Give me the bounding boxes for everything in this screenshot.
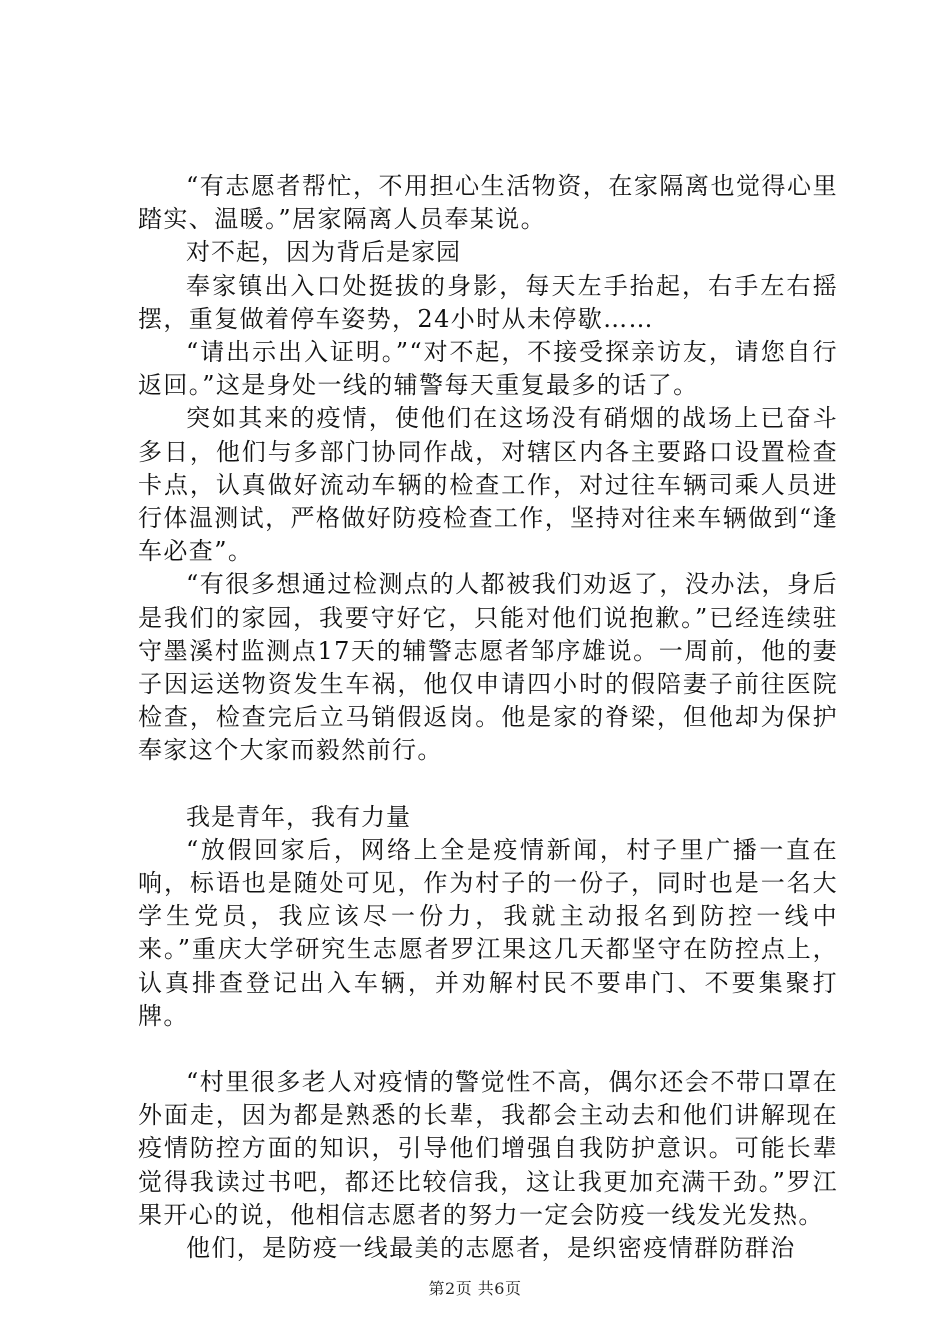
- paragraph-student-volunteer: “放假回家后，网络上全是疫情新闻，村子里广播一直在响，标语也是随处可见，作为村子的一份子，同时也是一名大学生党员，我应该尽一份力，我就主动报名到防控一线中来。”重庆大学研究生志愿者罗江果这几天都坚守在防控点上，认真排查登记出入车辆，并劝解村民不要串门、不要集聚打牌。: [138, 835, 838, 1030]
- paragraph-elderly-awareness: “村里很多老人对疫情的警觉性不高，偶尔还会不带口罩在外面走，因为都是熟悉的长辈，我都会主动去和他们讲解现在疫情防控方面的知识，引导他们增强自我防护意识。可能长辈觉得我读过书吧，都还比较信我，这让我更加充满干劲。”罗江果开心的说，他相信志愿者的努力一定会防疫一线发光发热。: [138, 1068, 838, 1229]
- paragraph-epidemic-checks: 突如其来的疫情，使他们在这场没有硝烟的战场上已奋斗多日，他们与多部门协同作战，对辖区内各主要路口设置检查卡点，认真做好流动车辆的检查工作，对过往车辆司乘人员进行体温测试，严格做好防疫检查工作，坚持对往来车辆做到“逢车必查”。: [138, 404, 838, 566]
- section-heading-youth-power: 我是青年，我有力量: [186, 802, 411, 831]
- paragraph-checkpoint-figure: 奉家镇出入口处挺拔的身影，每天左手抬起，右手左右摇摆，重复做着停车姿势，24小时从未停歇……: [138, 271, 838, 333]
- document-body: [138, 170, 838, 1265]
- paragraph-closing: 他们，是防疫一线最美的志愿者，是织密疫情群防群治: [186, 1234, 796, 1263]
- page-footer: 第2页 共6页: [428, 1279, 522, 1298]
- paragraph-gap: [138, 1033, 838, 1066]
- paragraph-gap: [138, 768, 838, 801]
- paragraph-auxiliary-police-story: “有很多想通过检测点的人都被我们劝返了，没办法，身后是我们的家园，我要守好它，只能对他们说抱歉。”已经连续驻守墨溪村监测点17天的辅警志愿者邹序雄说。一周前，他的妻子因运送物资发生车祸，他仅申请四小时的假陪妻子前往医院检查，检查完后立马销假返岗。他是家的脊梁，但他却为保护奉家这个大家而毅然前行。: [138, 570, 838, 765]
- section-heading-sorry-homeland: 对不起，因为背后是家园: [186, 238, 461, 267]
- paragraph-quote-resident: “有志愿者帮忙，不用担心生活物资，在家隔离也觉得心里踏实、温暖。”居家隔离人员奉某说。: [138, 172, 838, 234]
- paragraph-checkpoint-phrases: “请出示出入证明。”“对不起，不接受探亲访友，请您自行返回。”这是身处一线的辅警每天重复最多的话了。: [138, 338, 838, 400]
